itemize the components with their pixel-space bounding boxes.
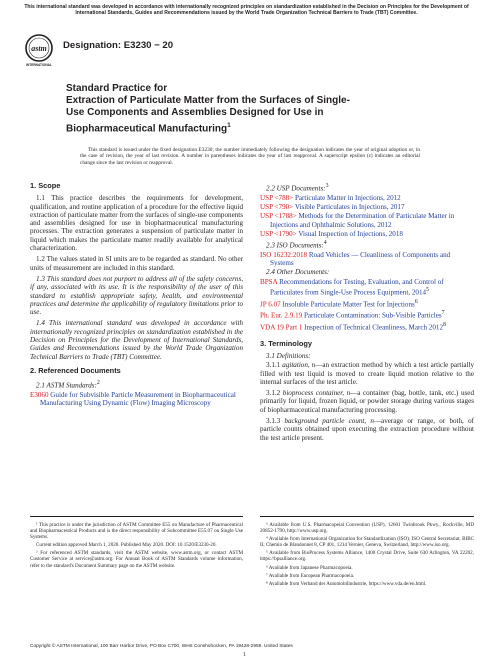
ref-usp-1790: USP <1790> Visual Inspection of Injections, 2018 bbox=[260, 229, 403, 238]
title-line-3: Use Components and Assemblies Designed for Use in bbox=[66, 107, 324, 119]
copyright-line: Copyright © ASTM International, 100 Barr Harbor Drive, PO Box C700, West Conshohocken, PA 19428-2959. United States bbox=[30, 644, 293, 649]
designation: Designation: E3230 − 20 bbox=[63, 40, 174, 51]
ref-iso-16232: ISO 16232:2018 Road Vehicles — Cleanliness of Components and Systems bbox=[260, 250, 451, 268]
ref-jp-6-07: JP 6.07 Insoluble Particulate Matter Test for Injections$^6$ bbox=[260, 298, 418, 308]
footnote: ⁵ Available from BioProcess Systems Alliance, 1400 Crystal Drive, Suite 630 Arlington, VA 22202, https://bpsalliance.org. bbox=[260, 550, 474, 563]
ref-link[interactable]: USP <1788> bbox=[260, 212, 297, 221]
definitions-subhead: 3.1 Definitions: bbox=[266, 351, 311, 360]
scope-heading: 1. Scope bbox=[30, 181, 61, 190]
footnote: Current edition approved March 1, 2020. Published May 2020. DOI: 10.1520/E3230-20. bbox=[36, 542, 217, 549]
definition-3-1-3: 3.1.3 background particle count, n—average or range, or both, of particle counts obtained upon executing the extraction procedure without the test article present. bbox=[260, 416, 474, 442]
ref-ph-eur: Ph. Eur. 2.9.19 Particulate Contamination: Sub-Visible Particles$^7$ bbox=[260, 310, 445, 320]
footnotes-right bbox=[260, 516, 474, 589]
svg-text:astm: astm bbox=[31, 44, 47, 53]
issuance-note: This standard is issued under the fixed designation E3230; the number immediately following the designation indicates the year of original adoption or, in the case of revision, the year of last revision. A number in parentheses indicates the year of last reapproval. A superscript epsilon (ε) indicates an editorial change since the last revision or reapproval. bbox=[80, 147, 420, 166]
ref-usp-790: USP <790> Visible Particulates in Injections, 2017 bbox=[260, 202, 405, 211]
page-number: 1 bbox=[243, 652, 246, 658]
footnote: ⁴ Available from International Organization for Standardization (ISO), ISO Central Secretariat, BIBC II, Chemin de Blandonnet 8, CP 401, 1214 Vernier, Geneva, Switzerland, http://www.iso.org. bbox=[260, 536, 474, 549]
title-line-4: Biopharmaceutical Manufacturing$^1$ bbox=[66, 121, 231, 134]
footnote: ³ Available from U.S. Pharmacopeial Convention (USP), 12601 Twinbrook Pkwy., Rockville, MD 20852-1790, http://www.usp.org. bbox=[260, 522, 474, 535]
title-line-1: Standard Practice for bbox=[66, 83, 168, 94]
ref-usp-1788: USP <1788> Methods for the Determination of Particulate Matter in Injections and Ophthalmic Solutions, 2012 bbox=[260, 212, 455, 229]
ref-link[interactable]: USP <790> bbox=[260, 202, 294, 211]
ref-link[interactable]: JP 6.07 bbox=[260, 300, 281, 308]
logo-caption: INTERNATIONAL bbox=[26, 63, 52, 67]
title-footnote-ref[interactable]: 1 bbox=[227, 121, 231, 129]
footnote: ⁶ Available from Japanese Pharmacopoeia. bbox=[266, 564, 353, 571]
terminology-heading: 3. Terminology bbox=[260, 338, 313, 348]
ref-bpsa: BPSA Recommendations for Testing, Evaluation, and Control of Particulates from Single-Use Process Equipment, 2014$^5$ bbox=[260, 277, 444, 297]
footnote: ¹ This practice is under the jurisdiction of ASTM Committee E55 on Manufacture of Pharmaceutical and Biopharmaceutical Products and is the direct responsibility of Subcommittee E55.07 on Single Use Systems. bbox=[30, 522, 243, 541]
ref-link[interactable]: USP <788> bbox=[260, 193, 294, 202]
footnote: ⁷ Available from European Pharmacopoeia. bbox=[266, 572, 355, 579]
astm-standards-subhead: 2.1 ASTM Standards:$^2$ bbox=[36, 380, 100, 390]
usp-docs-subhead: 2.2 USP Documents:$^3$ bbox=[266, 183, 329, 193]
ref-link[interactable]: ISO 16232:2018 bbox=[260, 250, 308, 259]
iso-docs-subhead: 2.3 ISO Documents:$^4$ bbox=[266, 240, 327, 250]
scope-para-1-1: 1.1 This practice describes the requirements for development, qualification, and routine application of a procedure for the effective liquid extraction of particulate matter from the surfaces of single-use components and assemblies designed for use in biopharmaceutical manufacturing processes. The extraction generates a suspension of particulate matter in liquid which makes the particulate matter readily available for analytical characterization. bbox=[30, 194, 243, 253]
wto-notice: This international standard was developed in accordance with internationally recognized principles on standardization established in the Decision on Principles for the Development of International Standards, Guides and Recommendations issued by the World Trade Organization Technical Barriers to Trade (TBT) Committee. bbox=[24, 4, 469, 17]
left-column bbox=[30, 182, 243, 408]
scope-para-1-4: 1.4 This international standard was developed in accordance with internationally recognized principles on standardization established in the Decision on Principles for the Development of International Standards, Guides and Recommendations issued by the World Trade Organization Technical Barriers to Trade (TBT) Committee. bbox=[30, 319, 243, 361]
definition-3-1-2: 3.1.2 bioprocess container, n—a container (bag, bottle, tank, etc.) used primarily for liquid, frozen liquid, or powder storage during various stages of biopharmaceutical manufacturing processing. bbox=[260, 389, 474, 414]
referenced-docs-heading: 2. Referenced Documents bbox=[30, 365, 121, 375]
ref-vda-19: VDA 19 Part 1 Inspection of Technical Cleanliness, March 2012$^8$ bbox=[260, 321, 446, 332]
ref-link[interactable]: USP <1790> bbox=[260, 229, 297, 238]
footnote: ⁸ Available from Verband der Automobilindustrie, https://www.vda.de/en.html. bbox=[266, 580, 427, 587]
ref-link[interactable]: Ph. Eur. 2.9.19 bbox=[260, 311, 303, 320]
footnote: ² For referenced ASTM standards, visit the ASTM website, www.astm.org, or contact ASTM Customer Service at service@astm.org. For Annual Book of ASTM Standards volume information, refer to the standard's Document Summary page on the ASTM website. bbox=[30, 550, 243, 569]
document-title bbox=[66, 83, 426, 135]
astm-ref-e3060: E3060 Guide for Subvisible Particle Measurement in Biopharmaceutical Manufacturing Using Dynamic (Flow) Imaging Microscopy bbox=[30, 390, 236, 408]
right-column bbox=[260, 182, 474, 445]
other-docs-subhead: 2.4 Other Documents: bbox=[266, 268, 330, 277]
title-line-2: Extraction of Particulate Matter from the Surfaces of Single- bbox=[66, 95, 350, 107]
footnotes-left bbox=[30, 516, 243, 571]
scope-para-1-3: 1.3 This standard does not purport to address all of the safety concerns, if any, associated with its use. It is the responsibility of the user of this standard to establish appropriate safety, health, and environmental practices and determine the applicability of regulatory limitations prior to use. bbox=[30, 274, 243, 317]
definition-3-1-1: 3.1.1 agitation, n—an extraction method by which a test article partially filled with test liquid is moved to create liquid motion relative to the internal surfaces of the test article. bbox=[260, 361, 475, 386]
ref-link[interactable]: BPSA bbox=[260, 277, 278, 286]
ref-link-e3060[interactable]: E3060 bbox=[30, 390, 49, 399]
scope-para-1-2: 1.2 The values stated in SI units are to be regarded as standard. No other units of measurement are included in this standard. bbox=[30, 255, 243, 272]
astm-logo-icon bbox=[23, 34, 55, 68]
ref-usp-788: USP <788> Particulate Matter in Injections, 2012 bbox=[260, 193, 401, 202]
ref-link[interactable]: VDA 19 Part 1 bbox=[260, 323, 303, 332]
